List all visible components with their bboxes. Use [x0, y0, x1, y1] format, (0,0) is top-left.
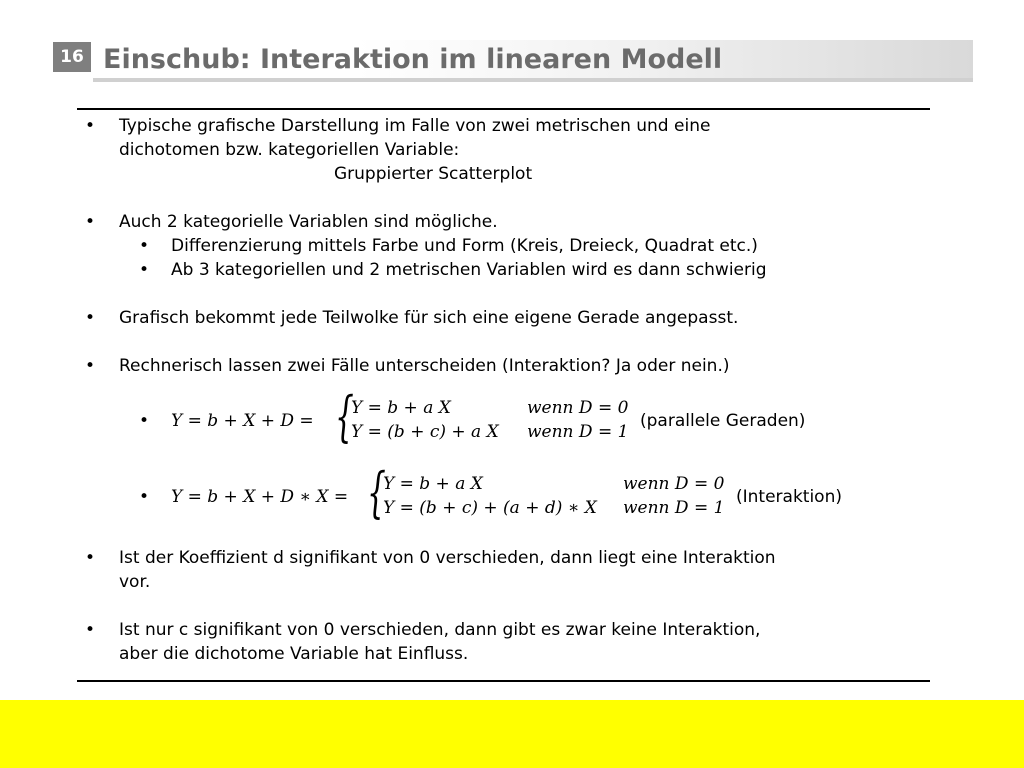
footer-band — [0, 700, 1024, 768]
bullet-text: Ist nur c signifikant von 0 verschieden, dann gibt es zwar keine Interaktion, — [119, 620, 761, 640]
brace-icon: { — [335, 385, 354, 448]
bullet-text: Ist der Koeffizient d signifikant von 0 verschieden, dann liegt eine Interaktion — [119, 548, 776, 568]
formula-parallel — [77, 385, 930, 450]
bullet-item-6 — [77, 618, 930, 666]
formula-case: Y = b + a X — [351, 398, 451, 418]
bullet-text: Gruppierter Scatterplot — [334, 164, 533, 184]
slide-number: 16 — [53, 42, 91, 72]
bullet-icon: • — [85, 548, 96, 568]
bullet-icon: • — [139, 411, 150, 431]
bullet-icon: • — [139, 236, 150, 256]
bullet-text: aber die dichotome Variable hat Einfluss. — [119, 644, 469, 664]
bullet-item-1 — [77, 114, 930, 186]
formula-lhs: Y = b + X + D = — [171, 411, 314, 431]
bullet-item-4 — [77, 354, 930, 378]
formula-case: Y = b + a X — [383, 474, 483, 494]
top-rule — [77, 108, 930, 110]
bullet-text: Ab 3 kategoriellen und 2 metrischen Variablen wird es dann schwierig — [171, 260, 767, 280]
bullet-icon: • — [85, 308, 96, 328]
bullet-text: Auch 2 kategorielle Variablen sind mögliche. — [119, 212, 498, 232]
formula-interaction — [77, 461, 930, 526]
bullet-text: Typische grafische Darstellung im Falle von zwei metrischen und eine — [119, 116, 711, 136]
brace-icon: { — [367, 461, 386, 524]
formula-condition: wenn D = 1 — [623, 498, 725, 518]
bullet-icon: • — [139, 260, 150, 280]
bullet-text: dichotomen bzw. kategoriellen Variable: — [119, 140, 460, 160]
formula-condition: wenn D = 0 — [623, 474, 725, 494]
bullet-text: Rechnerisch lassen zwei Fälle unterscheiden (Interaktion? Ja oder nein.) — [119, 356, 730, 376]
formula-note: (Interaktion) — [736, 487, 842, 507]
formula-case: Y = (b + c) + (a + d) ∗ X — [383, 498, 597, 518]
bullet-icon: • — [85, 116, 96, 136]
sub-bullet-item-1 — [77, 234, 930, 258]
bullet-text: vor. — [119, 572, 151, 592]
bullet-item-5 — [77, 546, 930, 594]
sub-bullet-item-2 — [77, 258, 930, 282]
bullet-icon: • — [85, 356, 96, 376]
formula-condition: wenn D = 0 — [527, 398, 629, 418]
formula-condition: wenn D = 1 — [527, 422, 629, 442]
formula-note: (parallele Geraden) — [640, 411, 806, 431]
bullet-item-3 — [77, 306, 930, 330]
formula-case: Y = (b + c) + a X — [351, 422, 499, 442]
slide-content — [77, 114, 930, 666]
bullet-icon: • — [139, 487, 150, 507]
bullet-icon: • — [85, 620, 96, 640]
bullet-item-2 — [77, 210, 930, 234]
slide-title: Einschub: Interaktion im linearen Modell — [103, 44, 723, 75]
bottom-rule — [77, 680, 930, 682]
bullet-text: Differenzierung mittels Farbe und Form (Kreis, Dreieck, Quadrat etc.) — [171, 236, 758, 256]
formula-lhs: Y = b + X + D ∗ X = — [171, 487, 349, 507]
bullet-text: Grafisch bekommt jede Teilwolke für sich eine eigene Gerade angepasst. — [119, 308, 739, 328]
bullet-icon: • — [85, 212, 96, 232]
